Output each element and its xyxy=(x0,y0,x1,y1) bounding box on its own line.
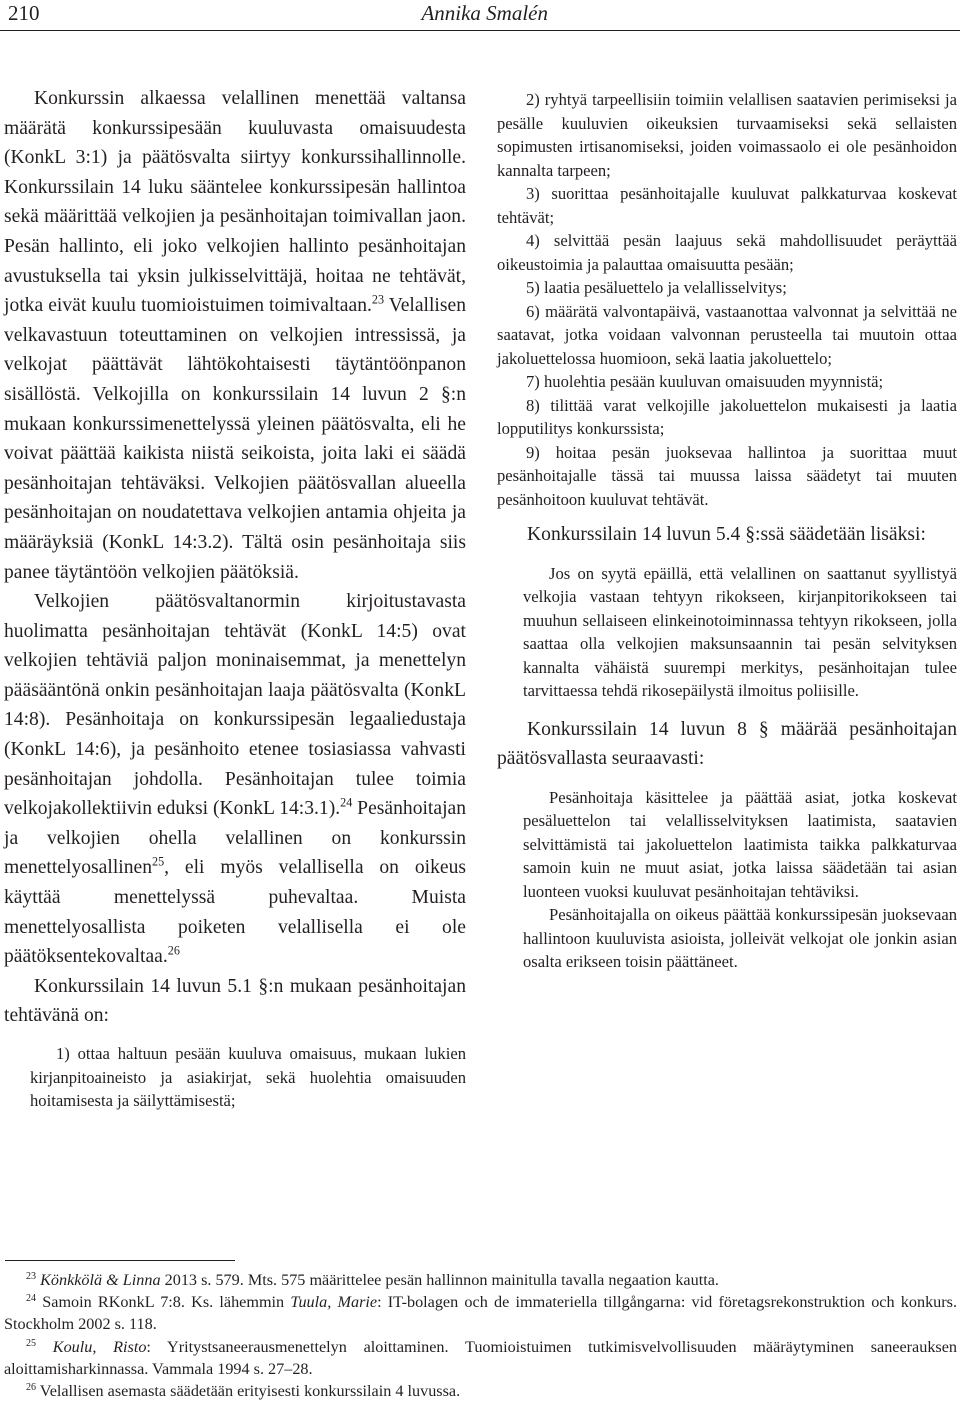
paragraph-5: Konkurssilain 14 luvun 8 § määrää pesänhoitajan päätösvallasta seuraavasti: xyxy=(497,718,957,770)
quote-2-b: Pesänhoitajalla on oikeus päättää konkurssipesän juoksevaan hallintoon kuuluvista asioista, jolleivät velkojat ole jonkin asian osalta erikseen toisin päättäneet. xyxy=(523,905,957,972)
list-item-1-text: 1) ottaa haltuun pesään kuuluva omaisuus, mukaan lukien kirjanpitoaineisto ja asiakirjat, sekä huolehtia omaisuuden hoitamisesta ja säilyttämisestä; xyxy=(30,1044,466,1111)
left-column xyxy=(4,84,466,1113)
list-item: 9) hoitaa pesän juoksevaa hallintoa ja suorittaa muut pesänhoitajalle tässä tai muussa laissa säädetyt tai muuten pesänhoitoon kuuluvat tehtävät. xyxy=(497,442,957,509)
footnote-26 xyxy=(4,1380,957,1402)
paragraph-1-text-b: Velallisen velkavastuun toteuttaminen on velkojien intressissä, ja velkojat päättävät lähtökohtaisesti täytäntöönpanon sisällöstä. Velkojilla on konkurssilain 14 luvun 2 §:n mukaan konkurssimenettelyssä yleinen päätösvalta, eli he voivat päättää kaikista niistä seikoista, joita laki ei säädä pesänhoitajan tehtäväksi. Velkojien päätösvallan alueella pesänhoitajan on noudatettava velkojien antamia ohjeita ja määräyksiä (KonkL 14:3.2). Tältä osin pesänhoitaja siis panee täytäntöön velkojien päätöksiä. xyxy=(4,295,466,583)
footnote-ref-25: 25 xyxy=(152,855,165,870)
list-item: 5) laatia pesäluettelo ja velallisselvitys; xyxy=(526,278,787,297)
footnote-ref-24: 24 xyxy=(340,795,353,810)
footnote-ref-26: 26 xyxy=(167,943,180,958)
running-head: Annika Smalén xyxy=(421,1,548,25)
list-item: 3) suorittaa pesänhoitajalle kuuluvat palkkaturvaa koskevat tehtävät; xyxy=(497,184,957,227)
list-item-1 xyxy=(30,1042,466,1113)
paragraph-2-text-a: Velkojien päätösvaltanormin kirjoitustavasta huolimatta pesänhoitajan tehtävät (KonkL 14:5) ovat velkojien tehtäviä paljon moninaisemmat, ja menettelyn pääsääntönä onkin pesänhoitajan laaja päätösvalta (KonkL 14:8). Pesänhoitaja on konkurssipesän legaaliedustaja (KonkL 14:6), ja pesänhoito etenee tosiasiassa vahvasti pesänhoitajan johdolla. Pesänhoitajan tulee toimia velkojakollektiivin eduksi (KonkL 14:3.1). xyxy=(4,591,466,820)
footnote-number: 26 xyxy=(26,1382,37,1393)
list-item: 2) ryhtyä tarpeellisiin toimiin velallisen saatavien perimiseksi ja pesälle kuuluvien oikeuksien turvaamiseksi sekä sellaisten sopimusten irtisanomiseksi, joiden voimassaolo ei ole pesänhoidon kannalta tarpeen; xyxy=(497,90,957,180)
footnote-text: : IT-bolagen och de immateriella tillgångarna: vid företagsrekonstruktion och konkurs. Stockholm 2002 s. 118. xyxy=(4,1293,958,1334)
paragraph-4: Konkurssilain 14 luvun 5.4 §:ssä säädetään lisäksi: xyxy=(527,524,926,545)
header-rule xyxy=(0,30,960,31)
paragraph-2-text-c: , eli myös velallisella on oikeus käyttää menettelyssä puhevaltaa. Muista menettelyosallista poiketen velallisella ei ole päätöksentekovaltaa. xyxy=(4,857,466,968)
paragraph-2 xyxy=(4,587,466,972)
task-list xyxy=(497,88,957,511)
footnote-24 xyxy=(4,1291,957,1335)
list-item: 6) määrätä valvontapäivä, vastaanottaa valvonnat ja selvittää ne saatavat, jotka voidaan valvonnan perusteella tai muutoin ottaa jakoluettelossa huomioon, sekä laatia jakoluettelo; xyxy=(497,301,957,368)
footnote-rule xyxy=(5,1260,235,1261)
page-header xyxy=(0,0,960,32)
footnote-author: Könkkölä & Linna xyxy=(40,1271,161,1289)
quote-1: Jos on syytä epäillä, että velallinen on saattanut syyllistyä velkojia vastaan tehtyyn rikokseen, kirjanpitorikokseen tai muuhun sellaiseen elinkeinotoiminnassa tehtyyn rikokseen, jolla saattaa olla velkojien maksunsaannin tai pesän selvityksen kannalta vähäistä suurempi merkitys, pesänhoitajan tulee tarvittaessa tehdä rikosepäilystä ilmoitus poliisille. xyxy=(523,563,957,701)
footnote-23 xyxy=(4,1269,957,1291)
right-column xyxy=(497,88,957,974)
paragraph-2-text-b: Pesänhoitajan ja velkojien ohella velallinen on konkurssin menettelyosallinen xyxy=(4,798,467,879)
paragraph-3: Konkurssilain 14 luvun 5.1 §:n mukaan pesänhoitajan tehtävänä on: xyxy=(4,975,466,1027)
footnote-author: Koulu, Risto xyxy=(52,1337,147,1356)
footnote-25 xyxy=(4,1336,957,1380)
footnote-ref-23: 23 xyxy=(371,292,385,307)
footnote-number: 23 xyxy=(26,1270,37,1282)
footnote-text: Velallisen asemasta säädetään erityisesti konkurssilain 4 luvussa. xyxy=(39,1382,461,1401)
list-item: 7) huolehtia pesään kuuluvan omaisuuden myynnistä; xyxy=(526,372,884,391)
footnote-number: 25 xyxy=(26,1337,37,1349)
page-number: 210 xyxy=(8,1,40,25)
paragraph-1-text-a: Konkurssin alkaessa velallinen menettää valtansa määrätä konkurssipesään kuuluvasta omaisuudesta (KonkL 3:1) ja päätösvalta siirtyy konkurssihallinnolle. Konkurssilain 14 luku sääntelee konkurssipesän hallintoa sekä määrittää velkojien ja pesänhoitajan toimivallan jaon. Pesän hallinto, eli joko velkojien hallinto pesänhoitajan avustuksella tai yksin julkisselvittäjä, hoitaa ne tehtävät, jotka eivät kuulu tuomioistuimen toimivaltaan. xyxy=(4,88,466,317)
footnote-author: Tuula, Marie xyxy=(290,1293,378,1312)
footnote-text-pre: Samoin RKonkL 7:8. Ks. lähemmin xyxy=(42,1293,291,1312)
paragraph-1 xyxy=(4,84,466,587)
quote-2-a: Pesänhoitaja käsittelee ja päättää asiat, jotka koskevat pesäluettelon tai velallisselvityksen laatimista, saatavien selvittämistä tai jakoluettelon laatimista taikka palkkaturvaa samoin kuin ne muut asiat, jotka laissa säädetään tai asian luonteen vuoksi kuuluvat pesänhoitajan tehtäviksi. xyxy=(523,787,957,901)
list-item: 8) tilittää varat velkojille jakoluettelon mukaisesti ja laatia lopputilitys konkurssista; xyxy=(497,395,957,438)
list-item: 4) selvittää pesän laajuus sekä mahdollisuudet peräyttää oikeustoimia ja palauttaa omaisuutta pesään; xyxy=(497,231,957,274)
footnote-text: 2013 s. 579. Mts. 575 määrittelee pesän hallinnon mainitulla tavalla negaation kautta. xyxy=(160,1271,719,1289)
footnote-text: : Yritystsaneerausmenettelyn aloittaminen. Tuomioistuimen tutkimisvelvollisuuden määräytyminen saneerauksen aloittamisharkinnassa. Vammala 1994 s. 27–28. xyxy=(4,1337,958,1378)
footnotes xyxy=(4,1269,957,1402)
footnote-number: 24 xyxy=(26,1293,37,1305)
